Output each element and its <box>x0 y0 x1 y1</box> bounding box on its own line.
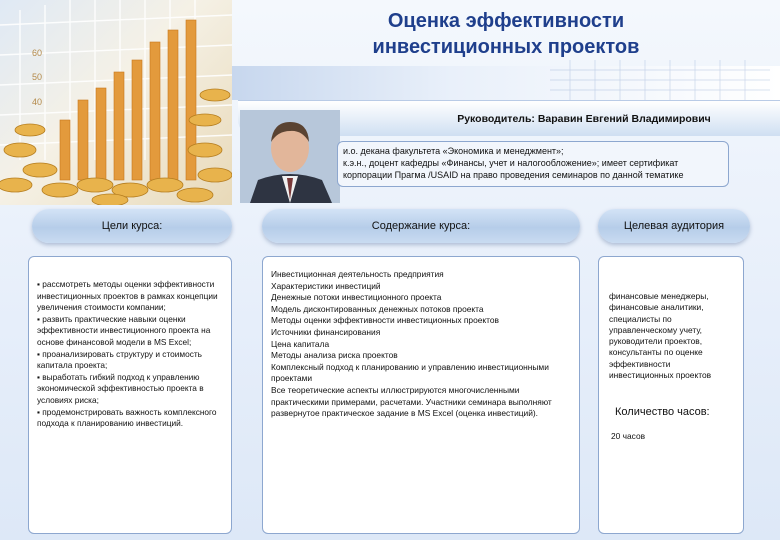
audience-header: Целевая аудитория <box>598 209 750 243</box>
audience-text: финансовые менеджеры, финансовые аналитики, специалисты по управленческому учету, руководители проектов, консультанты по оценке эффективности инвестиционных проектов <box>609 291 712 381</box>
goals-header: Цели курса: <box>32 209 232 243</box>
leader-photo <box>240 110 340 203</box>
content-text: Инвестиционная деятельность предприятия Характеристики инвестиций Денежные потоки инвестиционного проекта Модель дисконтированных денежных потоков проекта Методы оценки эффективности инвестиционных проектов Источники финансирования Цена капитала Методы анализа риска проектов Комплексный подход к планированию и управлению инвестиционными проектами Все теоретические аспекты иллюстрируются многочисленными практическими примерами, расчетами. Участники семинара выполняют развернутое практическое задание в MS Excel (оценка инвестиций). <box>271 269 552 419</box>
hours-value: 20 часов <box>611 430 646 441</box>
content-panel <box>262 256 580 534</box>
goals-panel <box>28 256 232 534</box>
leader-bio <box>337 141 729 187</box>
hero-tick-label: 50 <box>32 72 43 82</box>
hero-tick-label: 40 <box>32 97 43 107</box>
hero-image <box>0 0 232 205</box>
leader-bio-text: и.о. декана факультета «Экономика и менеджмент»; к.э.н., доцент кафедры «Финансы, учет и налогообложение»; имеет сертификат корпорации Прагма /USAID на право проведения семинаров по данной тематике <box>343 146 684 180</box>
page-title <box>232 4 780 70</box>
hours-label: Количество часов: <box>615 406 710 419</box>
audience-panel <box>598 256 744 534</box>
hero-tick-label: 60 <box>32 48 43 58</box>
course-leader: Руководитель: Варавин Евгений Владимирович <box>238 100 780 136</box>
page-title-text: Оценка эффективности инвестиционных проектов <box>372 10 640 58</box>
person-portrait-icon <box>240 110 340 203</box>
goals-text: ▪ рассмотреть методы оценки эффективности инвестиционных проектов в рамках концепции увеличения стоимости компании; ▪ развить практические навыки оценки эффективности инвестиционного проекта на основе финансовой модели в MS Excel; ▪ проанализировать структуру и стоимость капитала проекта; ▪ выработать гибкий подход к управлению экономической эффективностью проекта в условиях риска; ▪ продемонстрировать важность комплексного подхода к планированию инвестиций. <box>37 279 218 429</box>
content-header: Содержание курса: <box>262 209 580 243</box>
